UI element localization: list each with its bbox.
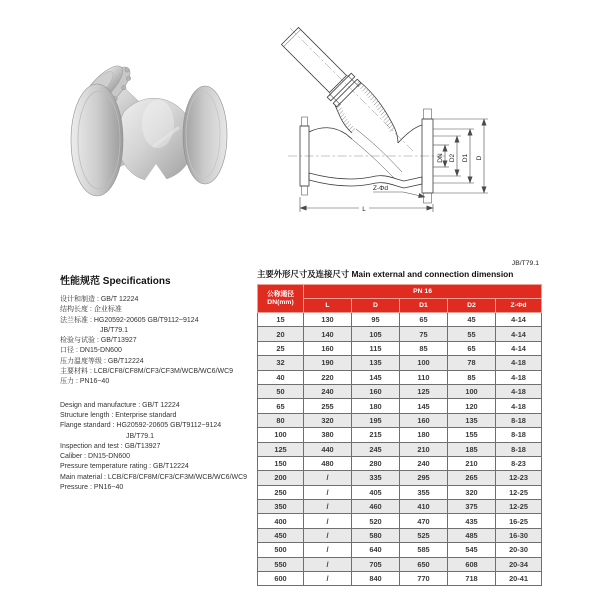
spec-line: Structure length : Enterprise standard	[60, 411, 177, 419]
table-cell: 450	[258, 528, 304, 542]
table-cell: 135	[448, 413, 496, 427]
table-cell: 770	[400, 572, 448, 586]
table-cell: 65	[258, 399, 304, 413]
table-cell: 718	[448, 572, 496, 586]
table-cell: 8-18	[496, 442, 542, 456]
y-strainer-section-drawing	[276, 16, 506, 221]
spec-line: 主要材料 : LCB/CF8/CF8M/CF3/CF3M/WCB/WC6/WC9	[60, 368, 234, 376]
spec-line: JB/T79.1	[100, 326, 129, 334]
table-cell: 12-23	[496, 471, 542, 485]
table-cell: 105	[352, 327, 400, 341]
table-cell: 4-14	[496, 327, 542, 341]
table-cell: 470	[400, 514, 448, 528]
table-cell: /	[304, 514, 352, 528]
table-cell: 545	[448, 543, 496, 557]
table-cell: 20-30	[496, 543, 542, 557]
table-cell: 550	[258, 557, 304, 571]
table-cell: 215	[352, 428, 400, 442]
table-cell: /	[304, 500, 352, 514]
table-cell: 380	[304, 428, 352, 442]
table-cell: 640	[352, 543, 400, 557]
table-cell: 210	[448, 456, 496, 470]
right-flange	[183, 86, 227, 184]
table-cell: 195	[352, 413, 400, 427]
dim-label-l: L	[362, 206, 366, 213]
table-cell: 240	[400, 456, 448, 470]
table-cell: /	[304, 572, 352, 586]
table-row	[258, 543, 542, 557]
table-cell: /	[304, 485, 352, 499]
table-cell: 250	[258, 485, 304, 499]
table-cell: 8-23	[496, 456, 542, 470]
spec-lines-zh	[60, 295, 266, 388]
table-cell: 55	[448, 327, 496, 341]
table-cell: 160	[352, 384, 400, 398]
table-cell: 520	[352, 514, 400, 528]
table-cell: 485	[448, 528, 496, 542]
table-cell: 130	[304, 313, 352, 327]
column-header: D	[352, 299, 400, 313]
table-cell: 115	[352, 341, 400, 355]
table-cell: /	[304, 528, 352, 542]
table-cell: 320	[448, 485, 496, 499]
dimension-table	[257, 284, 542, 586]
table-cell: 405	[352, 485, 400, 499]
table-cell: 460	[352, 500, 400, 514]
table-row	[258, 500, 542, 514]
table-cell: 25	[258, 341, 304, 355]
table-cell: 145	[400, 399, 448, 413]
table-cell: 16-25	[496, 514, 542, 528]
table-cell: 240	[304, 384, 352, 398]
table-cell: 95	[352, 313, 400, 327]
table-cell: 585	[400, 543, 448, 557]
table-cell: 45	[448, 313, 496, 327]
dn-header-line1: 公称通径	[266, 291, 295, 299]
table-cell: 120	[448, 399, 496, 413]
table-cell: 335	[352, 471, 400, 485]
table-cell: 100	[400, 356, 448, 370]
table-cell: 840	[352, 572, 400, 586]
specifications-title-zh: 性能规范	[60, 276, 100, 287]
spec-line: 口径 : DN15-DN600	[60, 347, 122, 355]
table-row	[258, 370, 542, 384]
table-row	[258, 356, 542, 370]
table-cell: 600	[258, 572, 304, 586]
table-cell: 705	[352, 557, 400, 571]
dn-header-cell	[258, 285, 304, 313]
table-cell: 608	[448, 557, 496, 571]
table-row	[258, 528, 542, 542]
table-cell: 50	[258, 384, 304, 398]
table-row	[258, 399, 542, 413]
table-cell: 20-41	[496, 572, 542, 586]
spec-line: 压力 : PN16~40	[60, 378, 110, 386]
body-bottom-wall	[309, 173, 422, 188]
table-cell: 4-18	[496, 370, 542, 384]
table-cell: 78	[448, 356, 496, 370]
pn-header-cell: PN 16	[304, 285, 542, 299]
inlet-pipe	[282, 28, 399, 144]
table-cell: 375	[448, 500, 496, 514]
table-cell: 200	[258, 471, 304, 485]
table-cell: 20-34	[496, 557, 542, 571]
table-cell: 180	[352, 399, 400, 413]
table-cell: 110	[400, 370, 448, 384]
table-cell: 155	[448, 428, 496, 442]
table-cell: 20	[258, 327, 304, 341]
table-cell: 210	[400, 442, 448, 456]
dimensions-title	[257, 268, 541, 280]
dimension-table-body	[258, 313, 542, 586]
spec-line: JB/T79.1	[126, 432, 155, 440]
table-cell: 160	[304, 341, 352, 355]
table-cell: 435	[448, 514, 496, 528]
spec-line: 压力温度等级 : GB/T12224	[60, 357, 144, 365]
table-cell: 295	[400, 471, 448, 485]
table-row	[258, 485, 542, 499]
table-row	[258, 442, 542, 456]
table-cell: 4-14	[496, 313, 542, 327]
table-cell: 245	[352, 442, 400, 456]
dimensions-section	[257, 260, 541, 586]
dn-header-line2: DN(mm)	[267, 298, 294, 306]
table-row	[258, 471, 542, 485]
table-cell: 180	[400, 428, 448, 442]
table-row	[258, 327, 542, 341]
table-cell: 400	[258, 514, 304, 528]
table-cell: 8-18	[496, 413, 542, 427]
table-cell: 65	[400, 313, 448, 327]
spec-line: 设计和制造 : GB/T 12224	[60, 296, 139, 303]
y-strainer-photo	[68, 50, 232, 200]
spec-line: Inspection and test : GB/T13927	[60, 442, 161, 450]
dim-label-d2: D2	[449, 153, 456, 163]
dimension-lines	[300, 119, 488, 213]
table-row	[258, 384, 542, 398]
table-cell: 12-25	[496, 500, 542, 514]
dim-label-z-phi-d: Z-Φd	[373, 185, 388, 192]
spec-line: Pressure temperature rating : GB/T12224	[60, 463, 189, 471]
table-cell: 480	[304, 456, 352, 470]
table-cell: 40	[258, 370, 304, 384]
table-cell: 220	[304, 370, 352, 384]
spec-line: Caliber : DN15-DN600	[60, 453, 131, 461]
table-cell: 140	[304, 327, 352, 341]
dim-label-dn: DN	[437, 153, 444, 163]
column-header: L	[304, 299, 352, 313]
table-cell: 85	[400, 341, 448, 355]
table-row	[258, 313, 542, 327]
table-cell: 4-14	[496, 341, 542, 355]
table-cell: 4-18	[496, 356, 542, 370]
table-cell: 135	[352, 356, 400, 370]
spec-line: Main material : LCB/CF8/CF8M/CF3/CF3M/WCB/WC6/WC9	[60, 473, 248, 481]
spec-line: Flange standard : HG20592-20605 GB/T9112~9124	[60, 422, 222, 430]
table-row	[258, 428, 542, 442]
table-cell: 350	[258, 500, 304, 514]
specifications-section	[60, 272, 266, 493]
table-cell: 280	[352, 456, 400, 470]
table-cell: 580	[352, 528, 400, 542]
column-header: Z-Φd	[496, 299, 542, 313]
spec-line: Pressure : PN16~40	[60, 484, 124, 492]
table-cell: 160	[400, 413, 448, 427]
table-cell: 100	[258, 428, 304, 442]
table-cell: 16-30	[496, 528, 542, 542]
table-cell: 320	[304, 413, 352, 427]
table-cell: 650	[400, 557, 448, 571]
table-cell: 80	[258, 413, 304, 427]
spec-line: 结构长度 : 企业标准	[60, 306, 122, 314]
specifications-title-en: Specifications	[102, 276, 171, 287]
table-cell: 125	[400, 384, 448, 398]
table-cell: 355	[400, 485, 448, 499]
column-header: D2	[448, 299, 496, 313]
table-cell: /	[304, 543, 352, 557]
table-cell: 265	[448, 471, 496, 485]
table-row	[258, 514, 542, 528]
table-cell: 65	[448, 341, 496, 355]
table-cell: /	[304, 557, 352, 571]
table-cell: 100	[448, 384, 496, 398]
table-cell: 440	[304, 442, 352, 456]
spec-lines-en	[60, 401, 266, 494]
table-cell: 15	[258, 313, 304, 327]
table-cell: 410	[400, 500, 448, 514]
table-row	[258, 413, 542, 427]
left-flange	[71, 84, 123, 196]
dimensions-title-zh: 主要外形尺寸及连接尺寸	[257, 269, 350, 279]
dim-label-d: D	[476, 155, 483, 161]
spec-line: 法兰标准 : HG20592-20605 GB/T9112~9124	[60, 316, 199, 324]
table-cell: 150	[258, 456, 304, 470]
table-row	[258, 456, 542, 470]
table-cell: 255	[304, 399, 352, 413]
table-cell: 75	[400, 327, 448, 341]
table-cell: 145	[352, 370, 400, 384]
dim-label-d1: D1	[462, 153, 469, 163]
spec-line: 检验与试验 : GB/T13927	[60, 337, 137, 345]
column-header: D1	[400, 299, 448, 313]
table-cell: 85	[448, 370, 496, 384]
dimension-drawing	[276, 16, 506, 221]
table-row	[258, 572, 542, 586]
table-cell: 185	[448, 442, 496, 456]
table-cell: /	[304, 471, 352, 485]
table-cell: 4-18	[496, 384, 542, 398]
dimensions-title-en: Main external and connection dimension	[351, 269, 514, 279]
table-row	[258, 557, 542, 571]
table-row	[258, 341, 542, 355]
specifications-title	[60, 272, 266, 287]
standard-ref: JB/T79.1	[511, 260, 539, 267]
table-cell: 4-18	[496, 399, 542, 413]
table-cell: 8-18	[496, 428, 542, 442]
spec-line: Design and manufacture : GB/T 12224	[60, 401, 180, 409]
joint-studs	[328, 74, 361, 107]
table-cell: 500	[258, 543, 304, 557]
pn-header-row	[258, 285, 542, 299]
table-cell: 32	[258, 356, 304, 370]
product-photo	[68, 50, 232, 200]
table-cell: 125	[258, 442, 304, 456]
table-cell: 12-25	[496, 485, 542, 499]
table-cell: 525	[400, 528, 448, 542]
table-cell: 190	[304, 356, 352, 370]
